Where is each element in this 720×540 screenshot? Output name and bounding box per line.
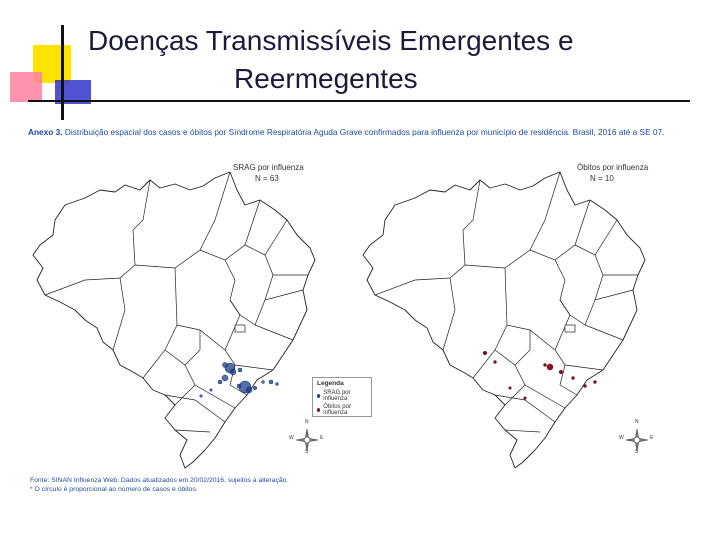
legend-label-obitos: Óbitos por influenza xyxy=(323,404,351,416)
compass-n-srag: N xyxy=(305,419,309,425)
caption-label: Anexo 3. xyxy=(28,127,63,137)
pink-square xyxy=(10,72,42,102)
map-srag-count: N = 63 xyxy=(255,174,279,183)
brazil-outline xyxy=(33,172,315,468)
compass-s-obitos: S xyxy=(635,449,639,455)
compass-e-obitos: E xyxy=(650,435,654,441)
title-line-2: Reermegentes xyxy=(234,63,418,94)
compass-n-obitos: N xyxy=(635,419,639,425)
compass-e-srag: E xyxy=(320,435,324,441)
map-obitos-label: Óbitos por influenza xyxy=(577,163,649,172)
decorative-corner xyxy=(0,0,100,110)
compass-w-obitos: W xyxy=(619,435,624,441)
legend-title: Legenda xyxy=(317,380,344,387)
footnote xyxy=(30,476,430,494)
title-line-1: Doenças Transmissíveis Emergentes e xyxy=(88,25,574,56)
legend-swatch-srag xyxy=(317,394,320,398)
compass-s-srag: S xyxy=(305,449,309,455)
map-obitos-count: N = 10 xyxy=(590,174,614,183)
brazil-map-obitos xyxy=(355,150,660,475)
figure-caption xyxy=(28,125,678,139)
title-underline xyxy=(28,100,690,102)
footnote-note: * O círculo é proporcional ao número de casos e óbitos. xyxy=(30,486,198,493)
brazil-map-srag xyxy=(25,150,330,475)
slide-title xyxy=(88,22,708,98)
map-obitos xyxy=(355,150,660,475)
map-srag xyxy=(25,150,330,475)
vertical-rule xyxy=(61,25,64,120)
footnote-source: Fonte: SINAN Influenza Web. Dados atualizados em 20/02/2016, sujeitos a alteração. xyxy=(30,477,289,484)
map-srag-label: SRAG por influenza xyxy=(233,163,304,172)
caption-text: Distribuição espacial dos casos e óbitos por Síndrome Respiratória Aguda Grave confirmados para influenza por município de residência. Brasil, 2016 até a SE 07. xyxy=(62,127,665,137)
compass-w-srag: W xyxy=(289,435,294,441)
legend-swatch-obitos xyxy=(317,408,320,412)
legend-label-srag: SRAG por influenza xyxy=(323,390,351,402)
